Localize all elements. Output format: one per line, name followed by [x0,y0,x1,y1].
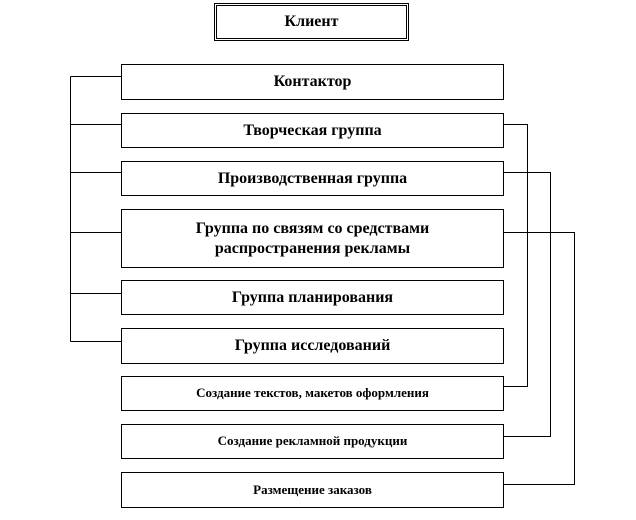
creative-group-box [121,113,504,148]
client-label: Клиент [284,13,339,30]
link-creative-to-texts [504,125,528,387]
placement-function-label: Размещение заказов [253,481,372,497]
planning-group-box [121,280,504,315]
media-group-label [196,219,430,259]
media-group-box [121,209,504,268]
placement-function-box [121,472,504,508]
planning-group-label: Группа планирования [231,288,394,306]
texts-function-label: Создание текстов, макетов оформления [196,385,429,401]
contactor-label: Контактор [273,73,352,90]
media-group-label-line2: распространения рекламы [214,239,411,257]
creative-group-label: Творческая группа [243,121,382,139]
texts-function-box [121,376,504,411]
client-box [214,3,409,41]
production-group-box [121,161,504,196]
production-function-label: Создание рекламной продукции [217,433,408,449]
research-group-box [121,328,504,364]
link-media-to-placement [504,233,575,485]
production-group-label: Производственная группа [217,169,408,187]
contactor-box [121,64,504,100]
production-function-box [121,424,504,459]
research-group-label: Группа исследований [234,337,391,354]
media-group-label-line1: Группа по связям со средствами [195,219,430,237]
